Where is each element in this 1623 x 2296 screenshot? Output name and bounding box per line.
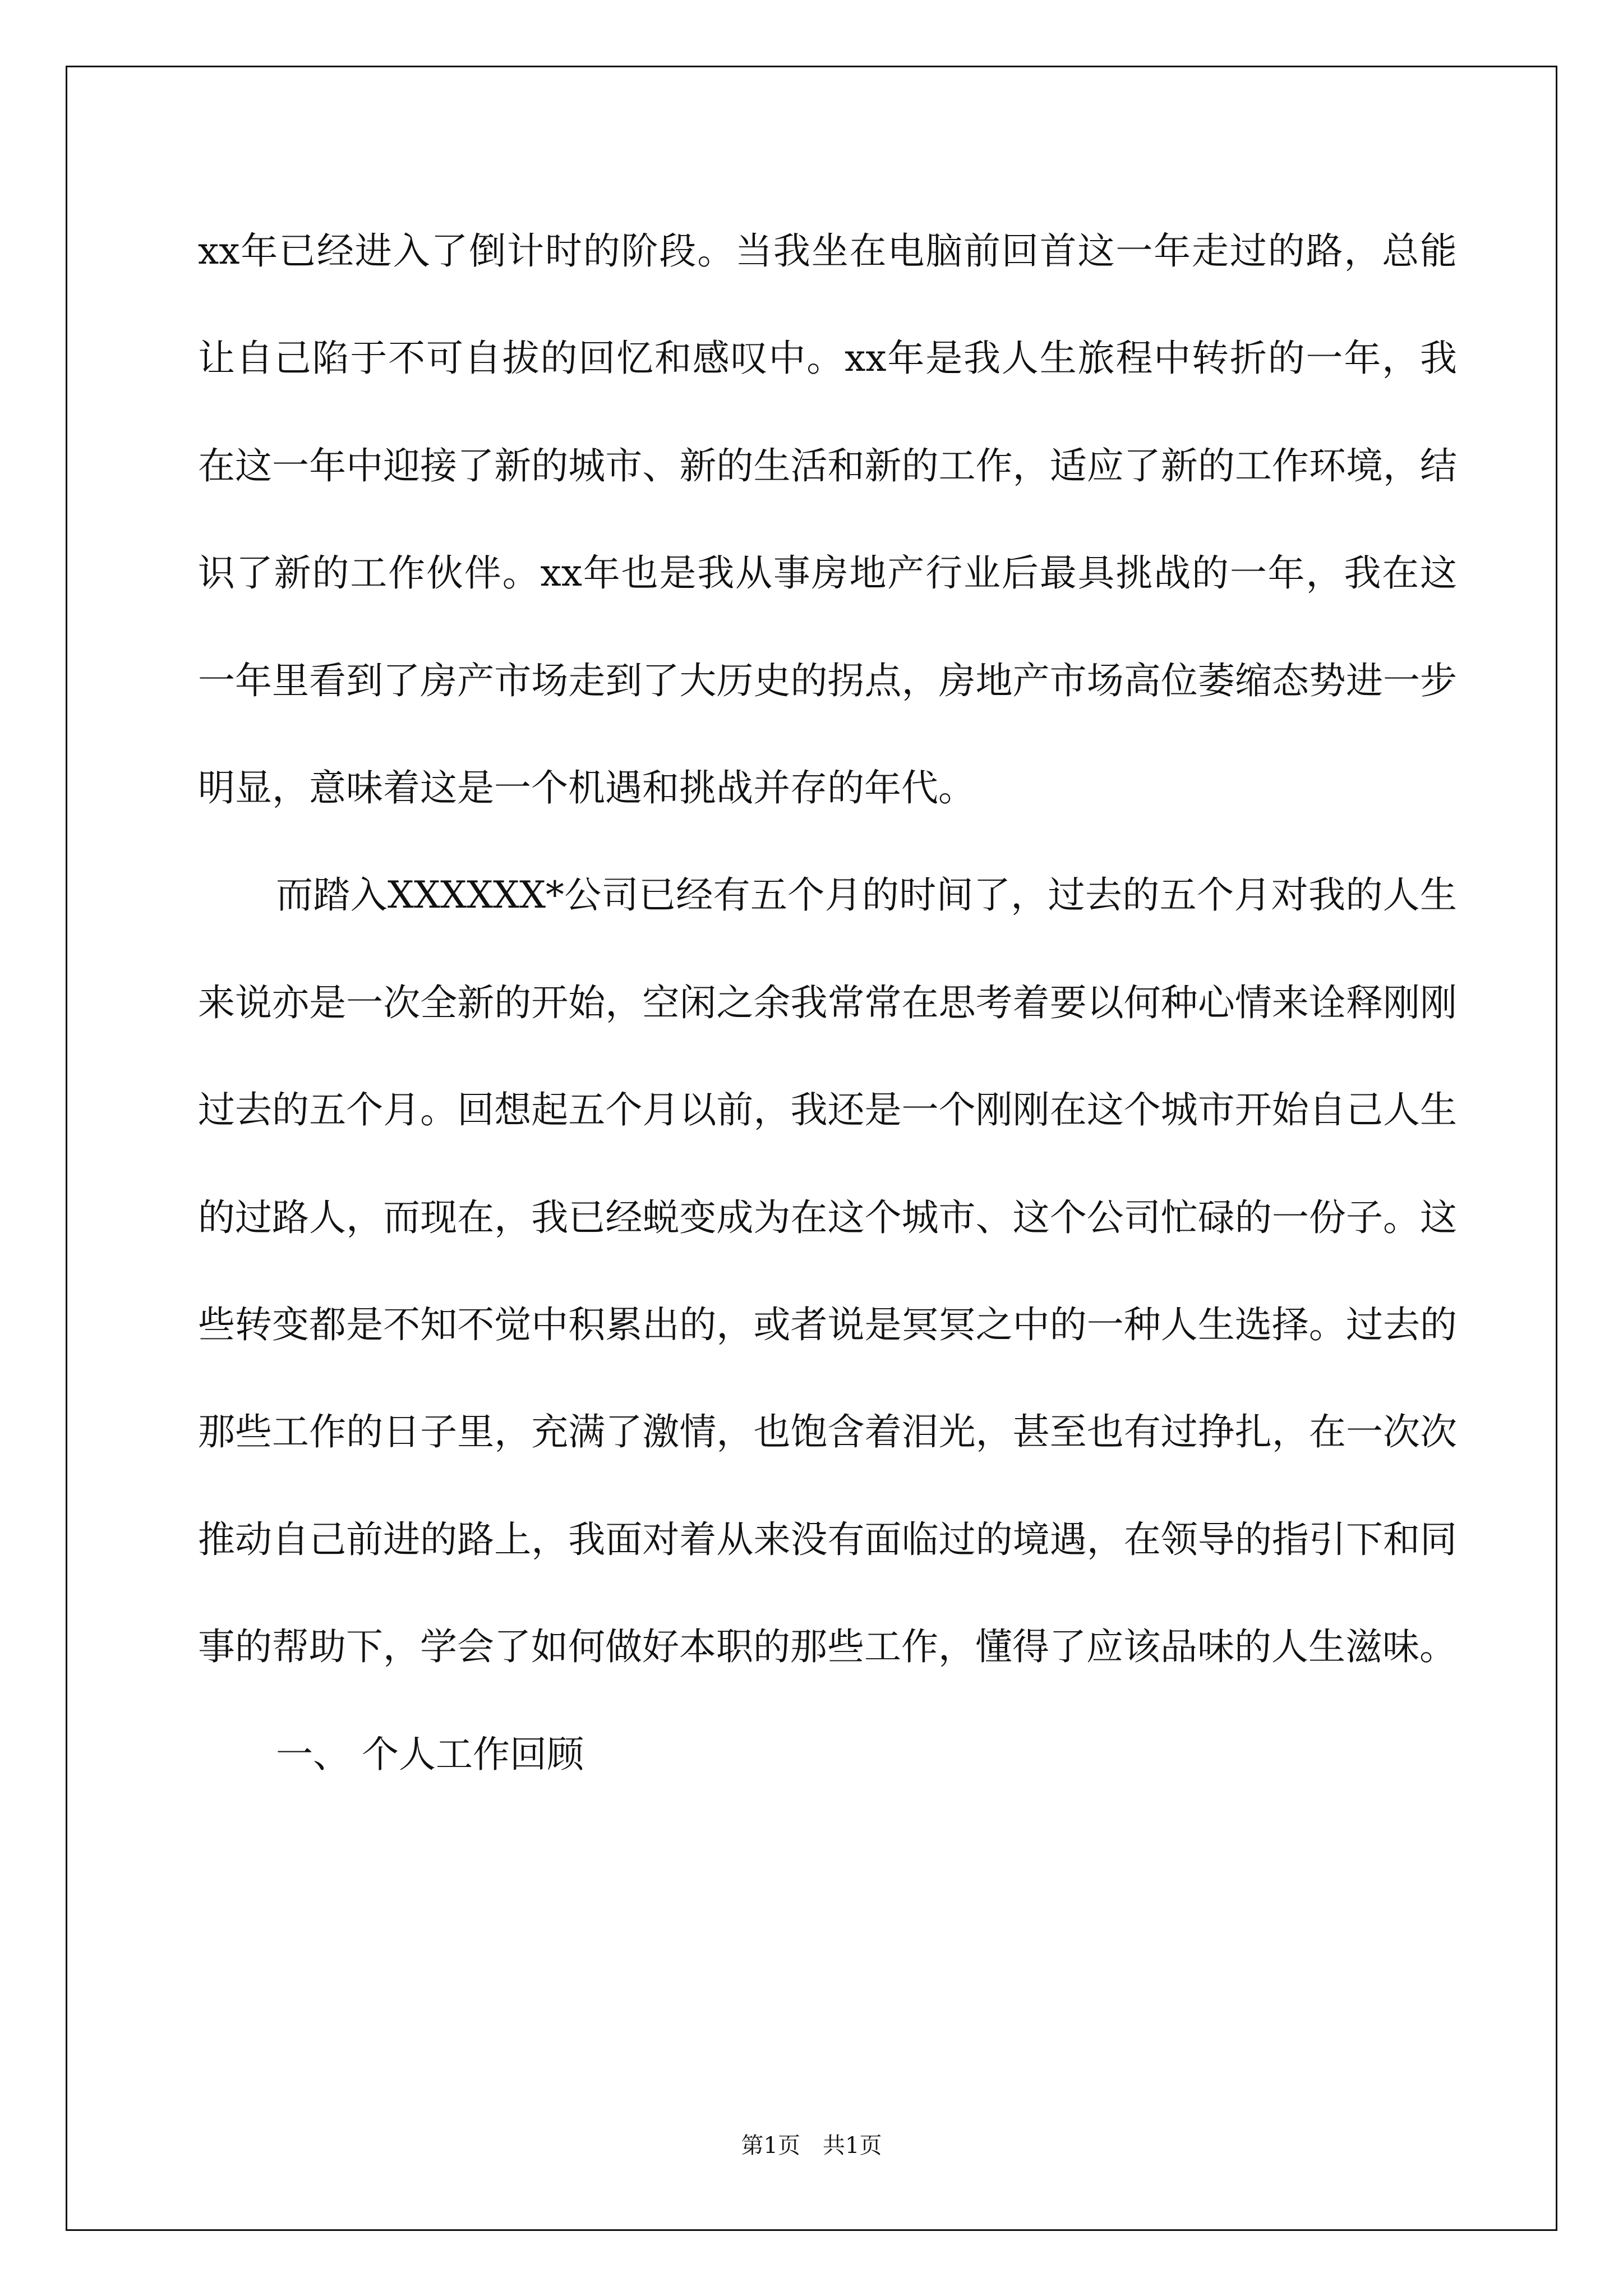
total-pages: 共1页 xyxy=(823,2133,882,2159)
paragraph-company: 而踏入XXXXXX*公司已经有五个月的时间了，过去的五个月对我的人生来说亦是一次全新的开始，空闲之余我常常在思考着要以何种心情来诠释刚刚过去的五个月。回想起五个月以前，我还是一个刚刚在这个城市开始自己人生的过路人，而现在，我已经蜕变成为在这个城市、这个公司忙碌的一份子。这些转变都是不知不觉中积累出的，或者说是冥冥之中的一种人生选择。过去的那些工作的日子里，充满了激情，也饱含着泪光，甚至也有过挣扎，在一次次推动自己前进的路上，我面对着从来没有面临过的境遇，在领导的指引下和同事的帮助下，学会了如何做好本职的那些工作，懂得了应该品味的人生滋味。 xyxy=(198,873,1457,1669)
section-heading: 一、 个人工作回顾 xyxy=(276,1732,584,1776)
page-footer xyxy=(0,2132,1623,2160)
paragraph-intro: xx年已经进入了倒计时的阶段。当我坐在电脑前回首这一年走过的路，总能让自己陷于不可自拔的回忆和感叹中。xx年是我人生旅程中转折的一年，我在这一年中迎接了新的城市、新的生活和新的工作，适应了新的工作环境，结识了新的工作伙伴。xx年也是我从事房地产行业后最具挑战的一年，我在这一年里看到了房产市场走到了大历史的拐点，房地产市场高位萎缩态势进一步明显，意味着这是一个机遇和挑战并存的年代。 xyxy=(198,229,1457,810)
document-body xyxy=(198,197,1457,1808)
page-number: 第1页 xyxy=(741,2133,800,2159)
